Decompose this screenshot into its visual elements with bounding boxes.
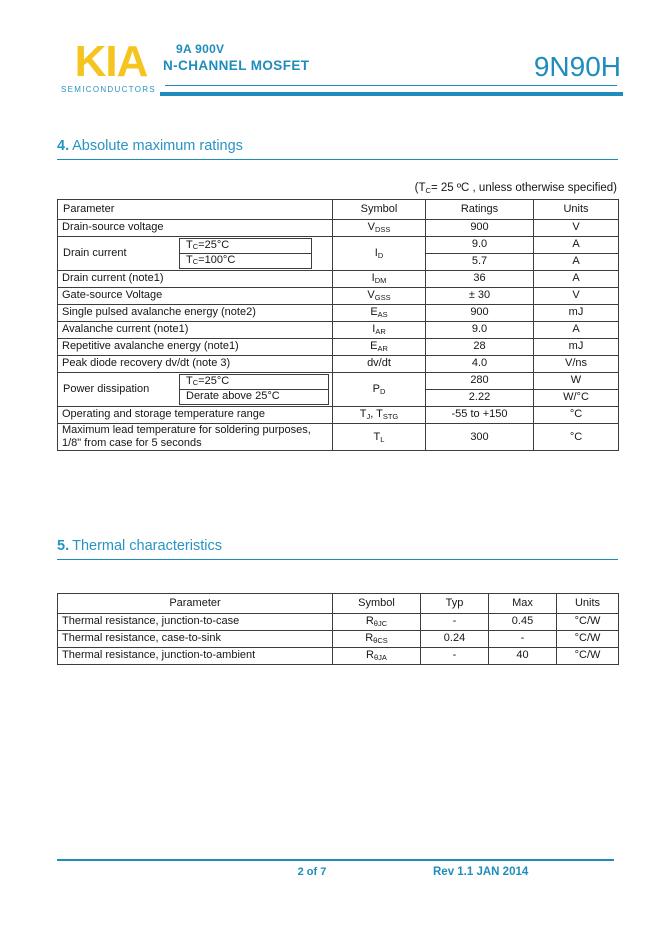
typ-cell: - (421, 648, 489, 665)
symbol-cell (333, 648, 421, 665)
parameter-cell-drain-current (58, 237, 333, 271)
unit-cell: A (534, 322, 619, 339)
condition-cell (180, 375, 328, 389)
rating-cell: 4.0 (426, 356, 534, 373)
symbol-base: I (371, 272, 375, 285)
condition-text-tail: =25°C (198, 375, 230, 388)
condition-cell (180, 253, 311, 268)
parameter-cell: Drain-source voltage (58, 220, 333, 237)
brand-logo-text: KIA (74, 37, 148, 86)
typ-cell: - (421, 614, 489, 631)
symbol-base: I (372, 323, 376, 336)
table-row (58, 614, 619, 631)
symbol-cell (333, 631, 421, 648)
footer-rule (57, 859, 614, 861)
unit-cell: V/ns (534, 356, 619, 373)
parameter-cell: Gate-source Voltage (58, 288, 333, 305)
unit-cell: A (534, 271, 619, 288)
header-rule-thick (160, 92, 623, 96)
symbol-subscript: AS (377, 310, 388, 320)
device-rating-line: 9A 900V (176, 42, 225, 56)
page-number: 2 of 7 (297, 866, 327, 878)
symbol-base: E (370, 340, 378, 353)
col-header-symbol: Symbol (333, 200, 426, 220)
symbol-base: I (374, 246, 378, 259)
rating-cell: 36 (426, 271, 534, 288)
rating-cell: ± 30 (426, 288, 534, 305)
symbol-cell (333, 407, 426, 424)
unit-cell: °C/W (557, 631, 619, 648)
unit-cell: A (534, 237, 619, 254)
unit-cell: °C (534, 407, 619, 424)
parameter-cell: Drain current (note1) (58, 271, 333, 288)
unit-cell: W (534, 373, 619, 390)
table-row (58, 220, 619, 237)
col-header-parameter: Parameter (58, 200, 333, 220)
condition-text: T (186, 239, 193, 252)
rating-cell: 280 (426, 373, 534, 390)
section-5-title: Thermal characteristics (72, 538, 222, 554)
condition-subscript: C (192, 256, 199, 266)
unit-cell: A (534, 254, 619, 271)
section-5-heading (57, 538, 618, 560)
max-cell: 0.45 (489, 614, 557, 631)
col-header-max: Max (489, 594, 557, 614)
rating-cell: 9.0 (426, 237, 534, 254)
section-4-heading (57, 138, 618, 160)
unit-cell: °C/W (557, 648, 619, 665)
col-header-typ: Typ (421, 594, 489, 614)
note-text-tail: = 25 ºC , unless otherwise specified) (430, 182, 617, 194)
symbol-subscript: θJA (374, 653, 387, 663)
max-cell: 40 (489, 648, 557, 665)
symbol-subscript: θCS (373, 636, 388, 646)
brand-logo (61, 37, 161, 94)
symbol-cell (333, 220, 426, 237)
condition-subscript: C (192, 377, 199, 387)
rating-cell: 2.22 (426, 390, 534, 407)
condition-subbox (179, 238, 312, 269)
symbol-cell (333, 271, 426, 288)
parameter-cell: Avalanche current (note1) (58, 322, 333, 339)
symbol-base: P (372, 382, 380, 395)
symbol-subscript: DM (374, 276, 387, 286)
symbol-base: R (365, 632, 374, 645)
col-header-units: Units (534, 200, 619, 220)
condition-cell (180, 239, 311, 253)
symbol-subscript: AR (377, 344, 388, 354)
unit-cell: V (534, 220, 619, 237)
symbol-subscript: DSS (374, 225, 391, 235)
rating-cell: 28 (426, 339, 534, 356)
symbol-base: T (359, 408, 367, 421)
device-type-line: N-CHANNEL MOSFET (163, 58, 310, 73)
col-header-units: Units (557, 594, 619, 614)
symbol-base: R (365, 615, 374, 628)
table-row (58, 648, 619, 665)
unit-cell: °C (534, 424, 619, 451)
parameter-cell: Thermal resistance, junction-to-ambient (58, 648, 333, 665)
rating-cell: 9.0 (426, 322, 534, 339)
symbol-cell (333, 288, 426, 305)
parameter-cell: Maximum lead temperature for soldering purposes, 1/8" from case for 5 seconds (58, 424, 333, 451)
parameter-cell: Thermal resistance, case-to-sink (58, 631, 333, 648)
rating-cell: -55 to +150 (426, 407, 534, 424)
parameter-cell: Single pulsed avalanche energy (note2) (58, 305, 333, 322)
rating-cell: 5.7 (426, 254, 534, 271)
rating-cell: 900 (426, 220, 534, 237)
unit-cell: mJ (534, 305, 619, 322)
table-row (58, 373, 619, 390)
symbol-subscript: STG (382, 412, 399, 422)
device-description (163, 42, 309, 73)
symbol-base: T (373, 430, 381, 443)
rating-cell: 900 (426, 305, 534, 322)
typ-cell: 0.24 (421, 631, 489, 648)
table-header-row (58, 594, 619, 614)
symbol-cell (333, 373, 426, 407)
table-row (58, 237, 619, 254)
part-number: 9N90H (533, 51, 621, 82)
condition-text-tail: =25°C (198, 239, 230, 252)
table-row (58, 356, 619, 373)
symbol-cell (333, 305, 426, 322)
table-header-row (58, 200, 619, 220)
section-5-number: 5. (57, 538, 70, 554)
condition-cell: Derate above 25°C (180, 389, 328, 404)
col-header-ratings: Ratings (426, 200, 534, 220)
parameter-label: Drain current (63, 246, 127, 259)
table-row (58, 424, 619, 451)
unit-cell: mJ (534, 339, 619, 356)
condition-text-tail: =100°C (198, 254, 236, 267)
symbol-subscript: L (380, 434, 385, 444)
test-condition-note (57, 182, 617, 195)
parameter-cell-power-dissipation (58, 373, 333, 407)
col-header-parameter: Parameter (58, 594, 333, 614)
thermal-characteristics-table (57, 593, 619, 665)
table-row (58, 407, 619, 424)
symbol-base: , T (370, 408, 383, 421)
parameter-cell: Operating and storage temperature range (58, 407, 333, 424)
symbol-subscript: J (366, 412, 371, 422)
header-rule-thin (165, 85, 617, 86)
symbol-subscript: D (377, 250, 384, 260)
symbol-cell (333, 339, 426, 356)
table-row (58, 631, 619, 648)
table-row (58, 305, 619, 322)
section-4-number: 4. (57, 138, 70, 154)
col-header-symbol: Symbol (333, 594, 421, 614)
symbol-base: E (370, 306, 378, 319)
condition-subscript: C (192, 241, 199, 251)
symbol-cell (333, 614, 421, 631)
absolute-maximum-ratings-table (57, 199, 619, 451)
symbol-cell (333, 424, 426, 451)
table-row (58, 339, 619, 356)
parameter-cell: Repetitive avalanche energy (note1) (58, 339, 333, 356)
note-text: (T (414, 182, 426, 194)
table-row (58, 322, 619, 339)
symbol-subscript: D (379, 386, 386, 396)
parameter-cell: Peak diode recovery dv/dt (note 3) (58, 356, 333, 373)
table-row (58, 288, 619, 305)
condition-subbox (179, 374, 329, 405)
condition-text: T (186, 375, 193, 388)
note-subscript: C (425, 186, 431, 195)
brand-logo-subtext: SEMICONDUCTORS (61, 85, 156, 94)
symbol-cell (333, 322, 426, 339)
condition-text: T (186, 254, 193, 267)
unit-cell: W/°C (534, 390, 619, 407)
symbol-cell: dv/dt (333, 356, 426, 373)
unit-cell: V (534, 288, 619, 305)
parameter-cell: Thermal resistance, junction-to-case (58, 614, 333, 631)
symbol-subscript: GSS (374, 293, 391, 303)
symbol-subscript: AR (375, 327, 386, 337)
symbol-cell (333, 237, 426, 271)
symbol-base: V (367, 289, 375, 302)
parameter-label: Power dissipation (63, 382, 150, 395)
unit-cell: °C/W (557, 614, 619, 631)
revision-info: Rev 1.1 JAN 2014 (433, 866, 529, 878)
rating-cell: 300 (426, 424, 534, 451)
section-4-title: Absolute maximum ratings (72, 138, 243, 154)
max-cell: - (489, 631, 557, 648)
symbol-base: V (367, 221, 375, 234)
symbol-subscript: θJC (373, 619, 388, 629)
symbol-base: R (366, 649, 374, 662)
table-row (58, 271, 619, 288)
